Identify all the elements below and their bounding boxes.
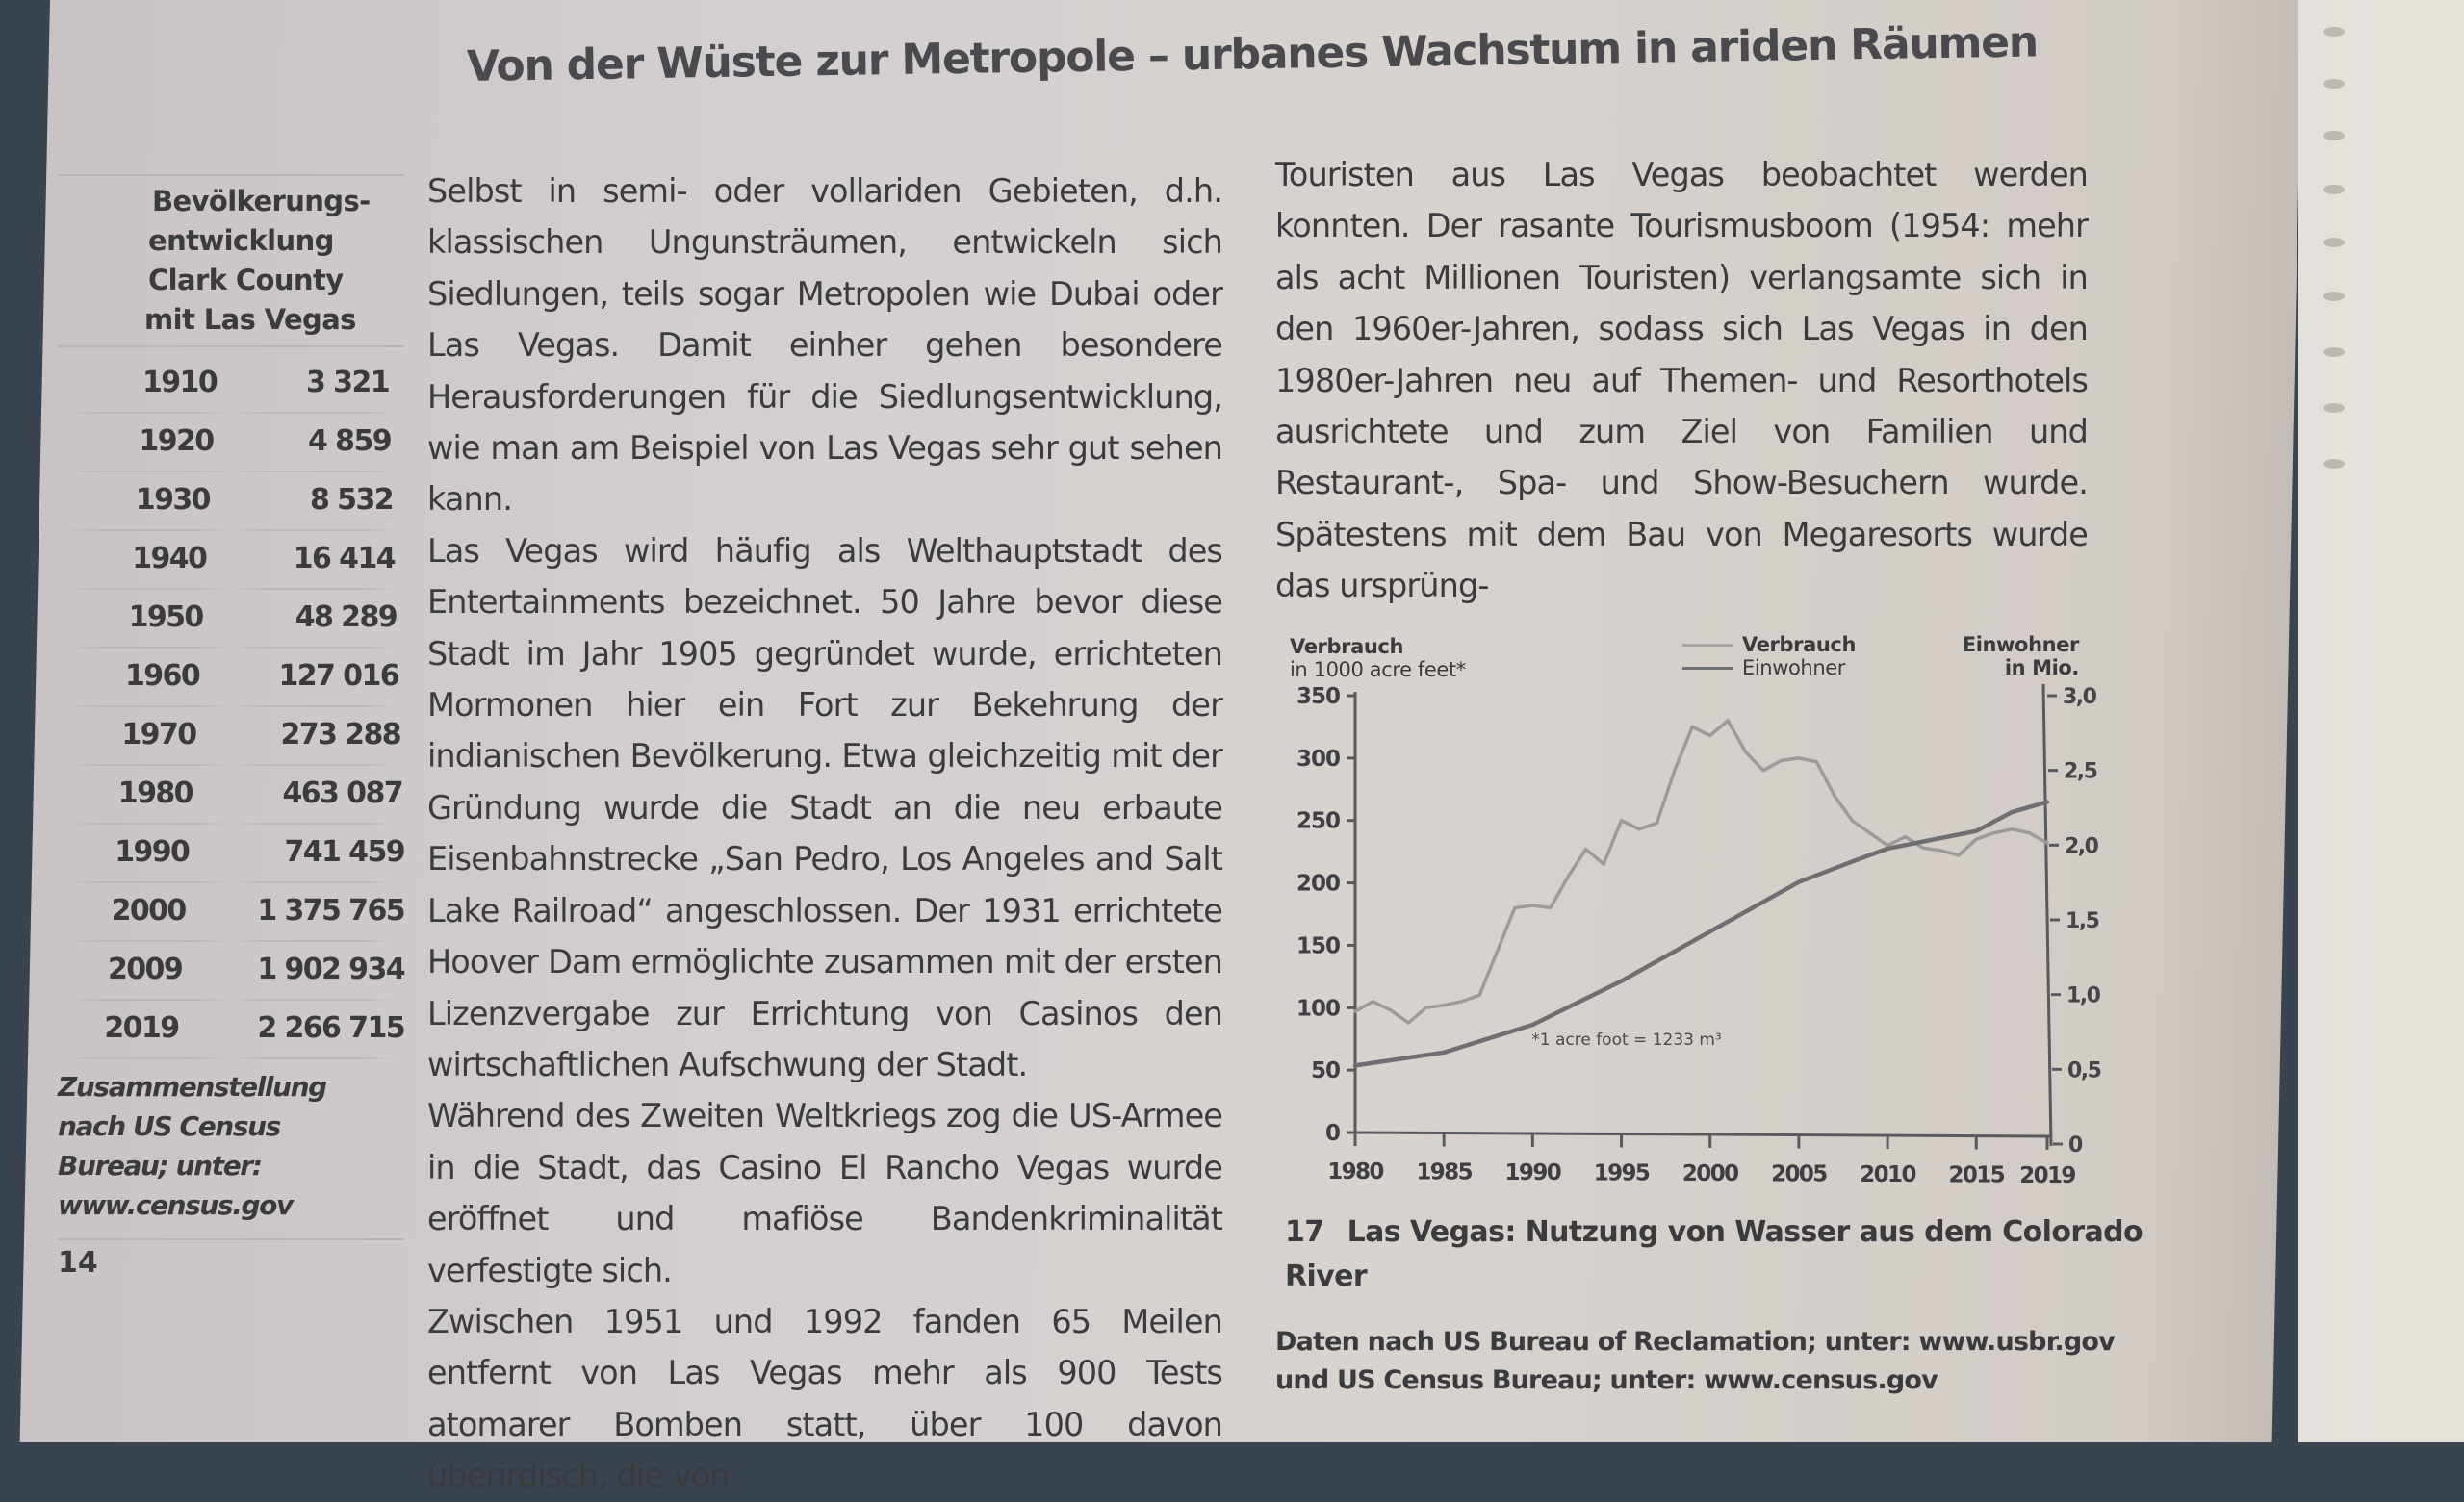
source-line: Zusammenstellung [58,1071,326,1103]
year-cell: 1950 [128,600,203,634]
body-text-right-column [1275,149,2088,612]
y-tick-label: 150 [1296,933,1340,959]
source-line: nach US Census [58,1110,280,1142]
table-row [58,353,404,412]
page-title: Von der Wüste zur Metropole – urbanes Wachstum in ariden Räumen [466,17,2039,91]
table-body [58,345,404,1057]
year-cell: 1970 [121,718,196,751]
y-tick-label: 100 [1296,996,1340,1022]
population-cell: 273 288 [280,718,400,751]
x-tick-label: 1980 [1327,1159,1383,1184]
paragraph: Touristen aus Las Vegas beobachtet werden konnten. Der rasante Tourismusboom (1954: mehr als acht Millionen Touristen) verlangsamte sich in den 1960er-Jahren, sodass sich Las Vegas in den 1980er-Jahren neu auf Themen- und Resorthotels ausrichtete und zum Ziel von Familien und Restaurant-, Spa- und Show-Besuchern wurde. Spätestens mit dem Bau von Megaresorts wurde das ursprüng- [1275,156,2088,605]
year-cell: 1940 [132,542,207,575]
y-tick-label: 300 [1296,746,1340,772]
figure-number: 17 [1285,1215,1324,1249]
year-cell: 1920 [139,424,214,458]
divider [58,174,404,176]
year-cell: 1960 [125,659,200,693]
year-cell: 2019 [104,1011,179,1045]
binding-hole [2323,238,2345,247]
table-row [58,529,404,588]
binding-hole [2323,292,2345,301]
year-cell: 2000 [111,894,186,928]
divider [58,345,404,347]
table-heading-line: Clark County [148,264,344,296]
population-cell: 127 016 [278,659,398,693]
year-cell: 1930 [135,483,210,517]
x-tick-label: 1985 [1416,1159,1472,1185]
figure-source: Daten nach US Bureau of Reclamation; unter: www.usbr.gov und US Census Bureau; unter: www.census.gov [1275,1327,2115,1395]
legend-label: Einwohner [1742,656,1846,679]
population-cell: 741 459 [284,835,404,869]
water-usage-chart [1280,616,2146,1212]
x-tick-label: 2019 [2019,1162,2075,1188]
y2-tick-label: 1,0 [2066,983,2100,1008]
right-axis-line [2043,684,2051,1146]
x-tick-label: 2015 [1948,1162,2005,1188]
source-line: Bureau; unter: [58,1150,262,1182]
population-cell: 4 859 [308,424,391,458]
x-tick-label: 2000 [1681,1161,1738,1186]
binding-hole [2323,131,2345,140]
page-number: 14 [58,1246,98,1280]
x-axis-line [1355,1133,2051,1136]
paragraph: Während des Zweiten Weltkriegs zog die US-Armee in die Stadt, das Casino El Rancho Vegas wurde eröffnet und mafiöse Bandenkriminalität verfestigte sich. [427,1097,1222,1289]
chart-footnote: *1 acre foot = 1233 m³ [1531,1031,1722,1050]
y2-tick-label: 2,5 [2064,759,2097,784]
opposite-page-edge [2298,0,2464,1442]
population-cell: 463 087 [282,776,402,810]
year-cell: 1980 [117,776,192,810]
x-tick-label: 1990 [1504,1160,1561,1185]
divider [58,1238,404,1240]
population-table [58,168,404,1280]
x-tick-label: 2005 [1771,1161,1827,1187]
table-row [58,881,404,940]
y-tick-label: 200 [1296,871,1340,897]
binding-hole [2323,27,2345,37]
y2-tick-label: 0,5 [2067,1058,2101,1083]
y2-tick-label: 0 [2068,1133,2082,1158]
source-link[interactable]: www.census.gov [58,1189,293,1221]
y2-tick-label: 2,0 [2065,834,2098,859]
right-axis-unit: in Mio. [2004,656,2079,679]
y-tick-label: 50 [1310,1058,1340,1084]
table-row [58,823,404,881]
population-cell: 1 902 934 [257,953,404,986]
year-cell: 1910 [142,366,218,399]
body-text-middle-column [427,165,1222,1502]
line-chart-plot [1280,616,2146,1212]
right-axis-title-line: Einwohner [1962,633,2079,656]
paragraph: Selbst in semi- oder vollariden Gebieten, d.h. klassischen Ungunsträumen, entwickeln sich Siedlungen, teils sogar Metropolen wie Dubai oder Las Vegas. Damit einher gehen besondere Herausforderungen für die Siedlungsentwicklung, wie man am Beispiel von Las Vegas sehr gut sehen kann. [427,172,1222,519]
table-row [58,647,404,705]
table-row [58,999,404,1057]
table-row [58,705,404,764]
table-row [58,588,404,647]
left-axis-unit: in 1000 acre feet* [1290,658,1466,681]
table-row [58,471,404,529]
table-heading-line: entwicklung [148,224,334,257]
paragraph: Las Vegas wird häufig als Welthauptstadt des Entertainments bezeichnet. 50 Jahre bevor diese Stadt im Jahr 1905 gegründet wurde, errichteten Mormonen hier ein Fort zur Bekehrung der indianischen Bevölkerung. Etwa gleichzeitig mit der Gründung wurde die Stadt an die neu erbaute Eisenbahnstrecke „San Pedro, Los Angeles and Salt Lake Railroad“ angeschlossen. Der 1931 errichtete Hoover Dam ermöglichte zusammen mit der ersten Lizenzvergabe zur Errichtung von Casinos den wirtschaftlichen Aufschwung der Stadt. [427,531,1222,1083]
year-cell: 2009 [108,953,183,986]
binding-hole [2323,347,2345,357]
table-row [58,412,404,471]
x-tick-label: 1995 [1593,1160,1650,1186]
binding-hole [2323,459,2345,469]
binding-hole [2323,185,2345,194]
y-tick-label: 250 [1296,808,1340,834]
y-tick-label: 0 [1324,1121,1340,1146]
series-line-verbrauch [1355,721,2047,1023]
figure-caption [1285,1210,2151,1299]
population-cell: 1 375 765 [257,894,404,928]
figure-title: Las Vegas: Nutzung von Wasser aus dem Colorado River [1285,1215,2143,1293]
year-cell: 1990 [115,835,190,869]
series-line-einwohner [1355,802,2047,1066]
table-heading-line: mit Las Vegas [144,303,356,336]
y2-tick-label: 3,0 [2063,685,2096,709]
paragraph: Zwischen 1951 und 1992 fanden 65 Meilen entfernt von Las Vegas mehr als 900 Tests atomarer Bomben statt, über 100 davon überirdisch, die von [427,1302,1222,1495]
table-row [58,940,404,999]
table-heading-line: Bevölkerungs- [152,185,371,217]
population-cell: 16 414 [293,542,395,575]
y2-tick-label: 1,5 [2066,909,2099,933]
table-row [58,764,404,823]
table-source [58,1067,404,1225]
x-tick-label: 2010 [1860,1162,1915,1187]
population-cell: 8 532 [310,483,393,517]
population-cell: 48 289 [295,600,397,634]
binding-hole [2323,79,2345,89]
left-axis-title: Verbrauch [1290,635,1404,658]
binding-hole [2323,403,2345,413]
population-cell: 2 266 715 [257,1011,404,1045]
y-tick-label: 350 [1296,684,1340,709]
legend-label: Verbrauch [1742,633,1857,656]
population-cell: 3 321 [306,366,389,399]
